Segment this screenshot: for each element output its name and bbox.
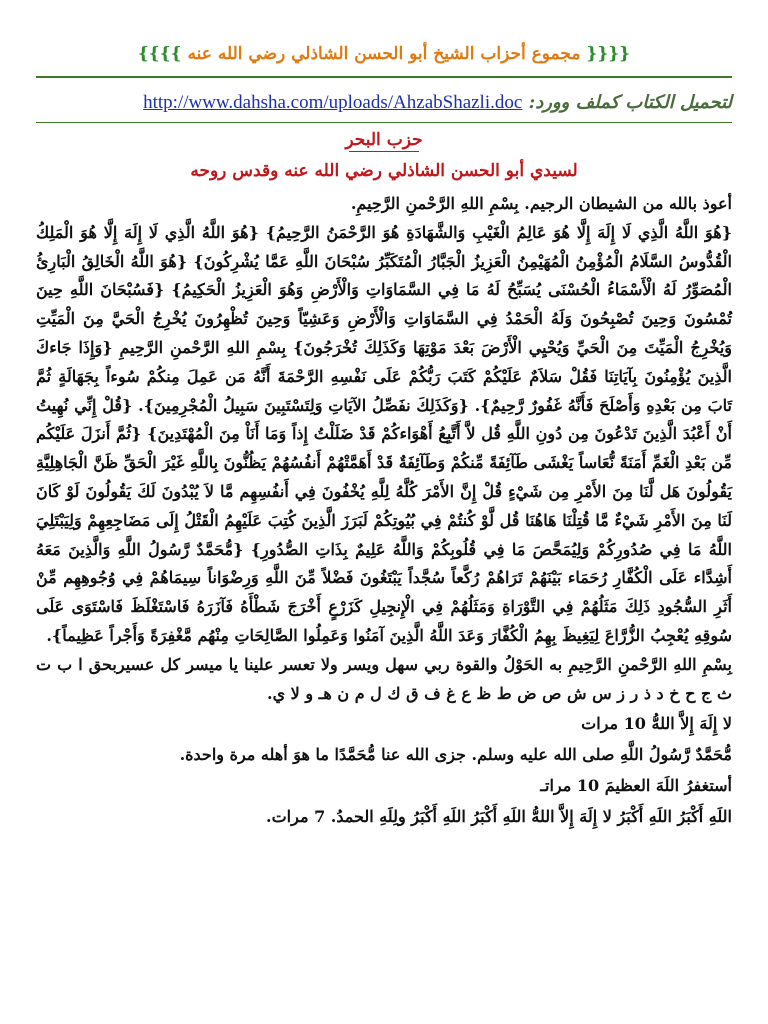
title-braces-right: {{{{: [586, 44, 631, 64]
hizb-title: حزب البحر: [345, 130, 423, 150]
book-title: [36, 40, 732, 68]
body-text: [36, 190, 732, 832]
download-link[interactable]: http://www.dahsha.com/uploads/AhzabShazli.doc: [143, 92, 523, 113]
download-label: لتحميل الكتاب كملف وورد:: [528, 92, 732, 113]
header-divider: [36, 76, 732, 78]
hizb-title-underline: [349, 151, 419, 152]
paragraph-opening: أعوذ بالله من الشيطان الرجيم. بِسْمِ اللهِ الرَّحْمنِ الرَّحِيمِ.: [350, 194, 732, 213]
document-page: [36, 40, 732, 832]
paragraph-tahlil: لا إِلَهَ إِلاَّ اللهُّ 10 مرات: [581, 714, 732, 734]
paragraph-basmala-alphabet: بِسْمِ اللهِ الرَّحْمنِ الرَّحِيمِ به الحَوْلُ والقوة ربي سهل ويسر ولا تعسر علينا يا ميسر كل عسيربحق ا ب ت ث ج ح خ د ذ ر ز س ش ص ض ط ظ ع غ ف ق ك ل م ن هـ و لا ي.: [36, 654, 732, 703]
paragraph-istighfar: أستغفرُ اللَهَ العظيمَ 10 مراتـ: [540, 775, 732, 795]
paragraph-verses: {هُوَ اللَّهُ الَّذِي لَا إِلَهَ إِلَّا هُوَ عَالِمُ الْغَيْبِ وَالشَّهَادَةِ هُوَ الرَّحْمَنُ الرَّحِيمُ} {هُوَ اللَّهُ الَّذِي لَا إِلَهَ إِلَّا هُوَ الْمَلِكُ الْقُدُّوسُ السَّلَامُ الْمُؤْمِنُ الْمُهَيْمِنُ الْعَزِيزُ الْجَبَّارُ الْمُتَكَبِّرُ سُبْحَانَ اللَّهِ عَمَّا يُشْرِكُونَ} {هُوَ اللَّهُ الْخَالِقُ الْبَارِئُ الْمُصَوِّرُ لَهُ الْأَسْمَاءُ الْحُسْنَى يُسَبِّحُ لَهُ مَا فِي السَّمَاوَاتِ وَالْأَرْضِ وَهُوَ الْعَزِيزُ الْحَكِيمُ} {فَسُبْحَانَ اللَّهِ حِينَ تُمْسُونَ وَحِينَ تُصْبِحُونَ وَلَهُ الْحَمْدُ فِي السَّمَاوَاتِ وَالْأَرْضِ وَعَشِيّاً وَحِينَ تُظْهِرُونَ يُخْرِجُ الْحَيَّ مِنَ الْمَيِّتِ وَيُخْرِجُ الْمَيِّتَ مِنَ الْحَيِّ وَيُحْيِي الْأَرْضَ بَعْدَ مَوْتِهَا وَكَذَلِكَ تُخْرَجُونَ} بِسْمِ اللهِ الرَّحْمنِ الرَّحِيمِ {وَإِذَا جَاءكَ الَّذِينَ يُؤْمِنُونَ بِآيَاتِنَا فَقُلْ سَلاَمٌ عَلَيْكُمْ كَتَبَ رَبُّكُمْ عَلَى نَفْسِهِ الرَّحْمَةَ أَنَّهُ مَن عَمِلَ مِنكُمْ سُوءاً بِجَهَالَةٍ ثُمَّ تَابَ مِن بَعْدِهِ وَأَصْلَحَ فَأَنَّهُ غَفُورٌ رَّحِيمٌ}. {وَكَذَلِكَ نفَصِّلُ الآيَاتِ وَلِتَسْتَبِينَ سَبِيلُ الْمُجْرِمِينَ}. {قُلْ إِنِّي نُهِيتُ أَنْ أَعْبُدَ الَّذِينَ تَدْعُونَ مِن دُونِ اللَّهِ قُل لاَّ أَتَّبِعُ أَهْوَاءكُمْ قَدْ ضَلَلْتُ إِذاً وَمَا أَنَاْ مِنَ الْمُهْتَدِينَ} {ثُمَّ أَنزَلَ عَلَيْكُم مِّن بَعْدِ الْغَمِّ أَمَنَةً نُّعَاساً يَغْشَى طَآئِفَةً مِّنكُمْ وَطَآئِفَةٌ قَدْ أَهَمَّتْهُمْ أَنفُسُهُمْ يَظُنُّونَ بِاللَّهِ غَيْرَ الْحَقِّ ظَنَّ الْجَاهِلِيَّةِ يَقُولُونَ هَل لَّنَا مِنَ الأَمْرِ مِن شَيْءٍ قُلْ إِنَّ الأَمْرَ كُلَّهُ لِلَّهِ يُخْفُونَ فِي أَنفُسِهِم مَّا لاَ يُبْدُونَ لَكَ يَقُولُونَ لَوْ كَانَ لَنَا مِنَ الأَمْرِ شَيْءٌ مَّا قُتِلْنَا هَاهُنَا قُل لَّوْ كُنتُمْ فِي بُيُوتِكُمْ لَبَرَزَ الَّذِينَ كُتِبَ عَلَيْهِمُ الْقَتْلُ إِلَى مَضَاجِعِهِمْ وَلِيَبْتَلِيَ اللَّهُ مَا فِي صُدُورِكُمْ وَلِيُمَحَّصَ مَا فِي قُلُوبِكُمْ وَاللَّهُ عَلِيمٌ بِذَاتِ الصُّدُورِ} {مُّحَمَّدٌ رَّسُولُ اللَّهِ وَالَّذِينَ مَعَهُ أَشِدَّاء عَلَى الْكُفَّارِ رُحَمَاء بَيْنَهُمْ تَرَاهُمْ رُكَّعاً سُجَّداً يَبْتَغُونَ فَضْلاً مِّنَ اللَّهِ وَرِضْوَاناً سِيمَاهُمْ فِي وُجُوهِهِم مِّنْ أَثَرِ السُّجُودِ ذَلِكَ مَثَلُهُمْ فِي التَّوْرَاةِ وَمَثَلُهُمْ فِي الْإِنجِيلِ كَزَرْعٍ أَخْرَجَ شَطْأَهُ فَآزَرَهُ فَاسْتَغْلَظَ فَاسْتَوَى عَلَى سُوقِهِ يُعْجِبُ الزُّرَّاعَ لِيَغِيظَ بِهِمُ الْكُفَّارَ وَعَدَ اللَّهُ الَّذِينَ آمَنُوا وَعَمِلُوا الصَّالِحَاتِ مِنْهُم مَّغْفِرَةً وَأَجْراً عَظِيماً}.: [36, 222, 733, 645]
dedication: لسيدي أبو الحسن الشاذلي رضي الله عنه وقدس روحه: [190, 161, 578, 181]
title-braces-left: }}}}: [137, 44, 182, 64]
paragraph-salawat: مُّحَمَّدٌ رَّسُولُ اللَّهِ صلى الله عليه وسلم. جزى الله عنا مُّحَمَّدًا ما هوَ أهله مرة واحدة.: [179, 745, 732, 765]
paragraph-takbir: اللَهِ أَكْبَرُ اللَهِ أَكْبَرُ لا إِلَهَ إِلاَّ اللهُّ اللَهِ أَكْبَرُ اللَهِ أَكْبَرُ ولِلَهِ الحمدُ. 7 مرات.: [266, 806, 732, 826]
download-divider: [36, 122, 732, 123]
title-text: مجموع أحزاب الشيخ أبو الحسن الشاذلي رضي الله عنه: [187, 44, 581, 64]
download-row: [36, 90, 732, 116]
